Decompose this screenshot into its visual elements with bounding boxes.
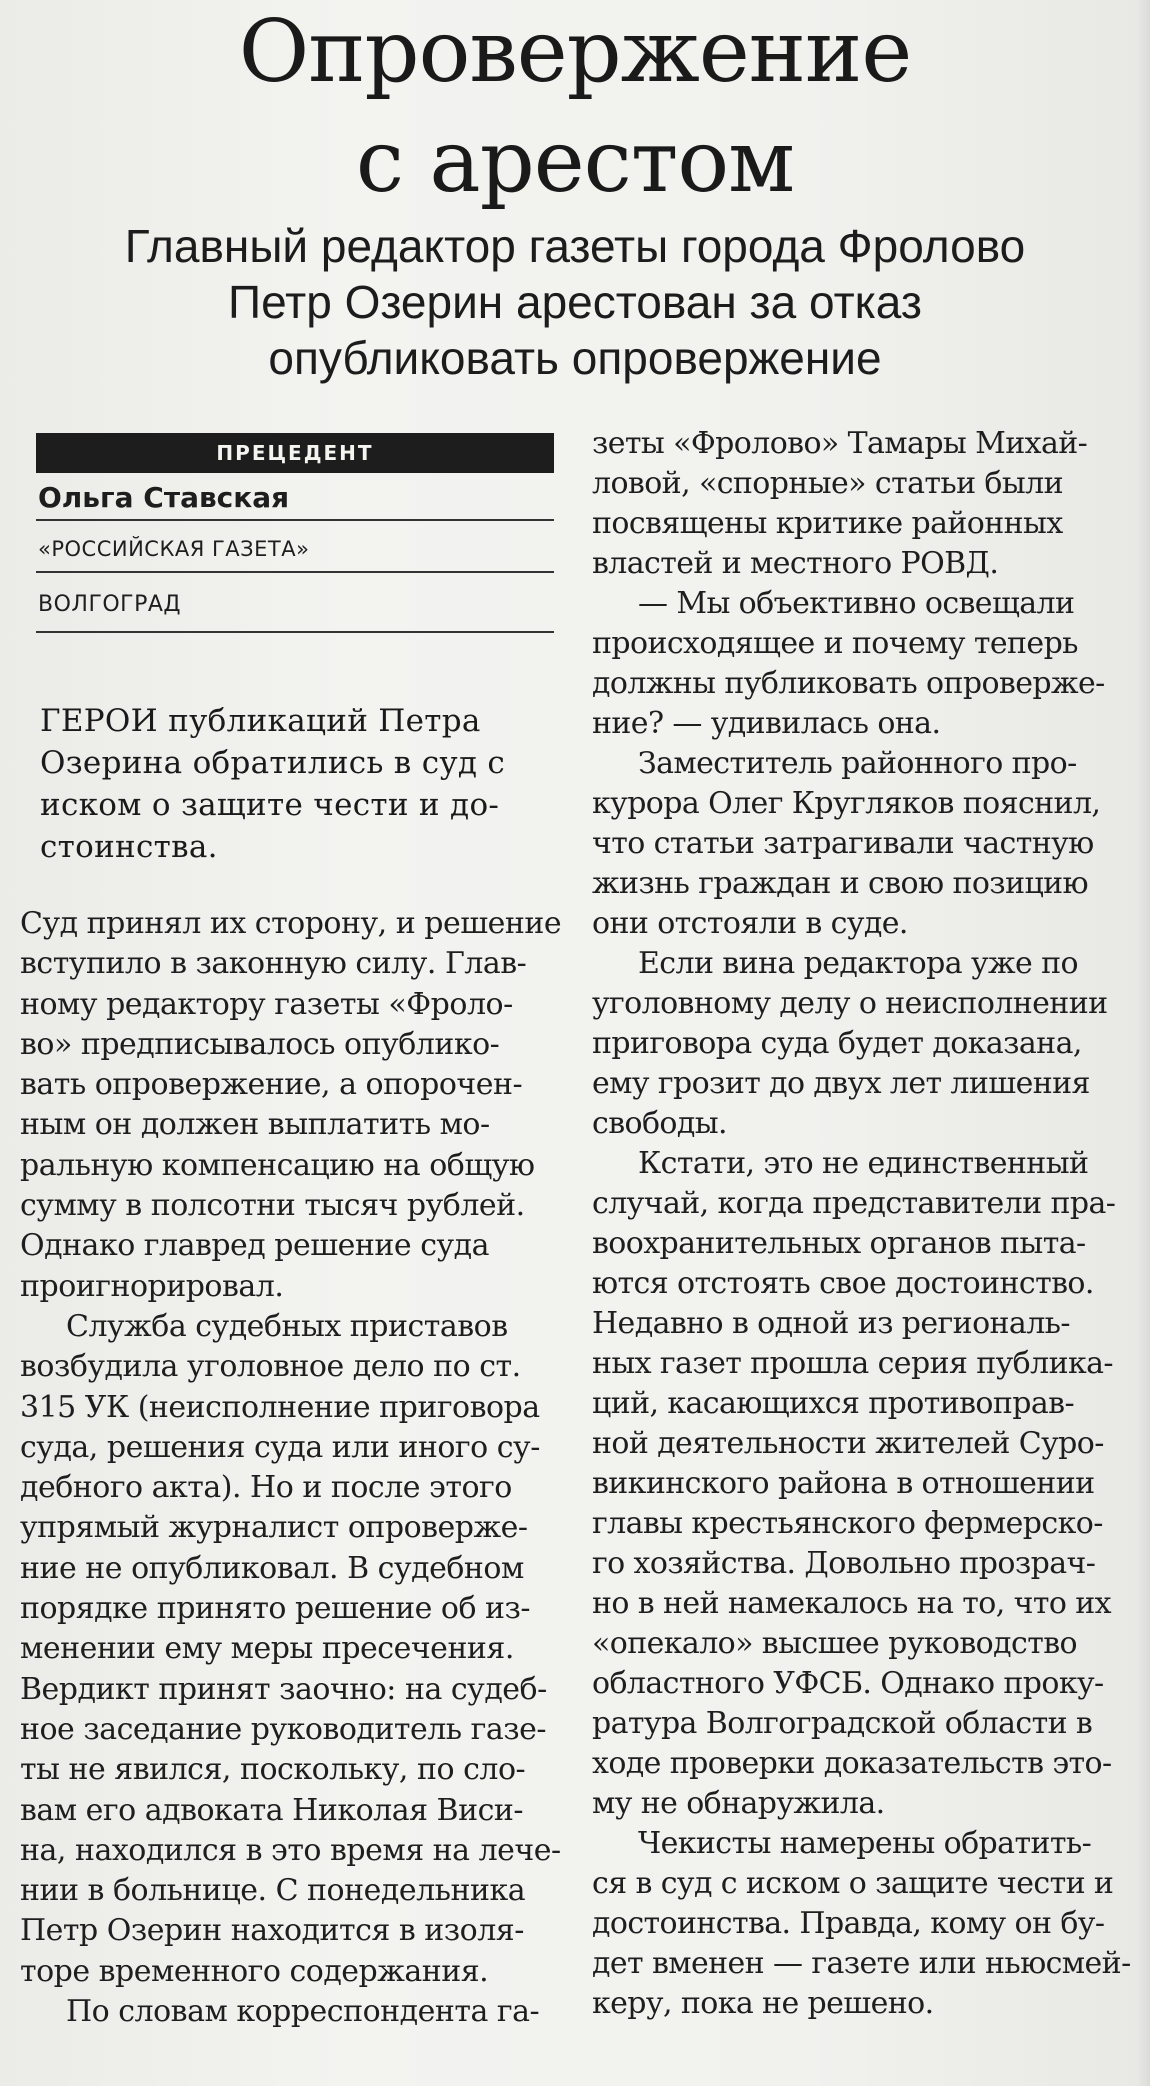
body-line: уголовному делу о неисполнении <box>592 986 1108 1021</box>
subheadline-line: Петр Озерин арестован за отказ <box>228 276 922 328</box>
article-lead <box>40 700 550 868</box>
body-line: дет вменен — газете или ньюсмей- <box>592 1946 1131 1981</box>
body-line: вать опровержение, а опорочен- <box>20 1067 523 1103</box>
article-headline <box>0 0 1150 212</box>
body-line: суда, решения суда или иного су- <box>20 1429 540 1465</box>
article-subheadline <box>40 218 1110 386</box>
body-line: ций, касающихся противоправ- <box>592 1386 1074 1421</box>
body-line: ние? — удивилась она. <box>592 706 941 741</box>
body-line: проигнорировал. <box>20 1268 284 1304</box>
lead-line: ГЕРОИ публикаций Петра <box>40 703 481 739</box>
body-line: достоинства. Правда, кому он бу- <box>592 1906 1105 1941</box>
body-line: жизнь граждан и свою позицию <box>592 866 1089 901</box>
body-line: Однако главред решение суда <box>20 1228 490 1264</box>
body-line: главы крестьянского фермерско- <box>592 1506 1103 1541</box>
body-line: они отстояли в суде. <box>592 906 908 941</box>
body-line: ние не опубликовал. В судебном <box>20 1550 524 1586</box>
body-line: что статьи затрагивали частную <box>592 826 1094 861</box>
body-line: ловой, «спорные» статьи были <box>592 466 1064 501</box>
body-line: приговора суда будет доказана, <box>592 1026 1082 1061</box>
body-line: ных газет прошла серия публика- <box>592 1346 1113 1381</box>
article-body-right-column <box>592 424 1131 2024</box>
body-line: Заместитель районного про- <box>638 746 1077 781</box>
body-line: му не обнаружила. <box>592 1786 885 1821</box>
body-line: во» предписывалось опублико- <box>20 1026 500 1062</box>
body-line: случай, когда представители пра- <box>592 1186 1116 1221</box>
body-line: сумму в полсотни тысяч рублей. <box>20 1188 525 1224</box>
body-line: Петр Озерин находится в изоля- <box>20 1913 524 1949</box>
body-line: дебного акта). Но и после этого <box>20 1470 512 1506</box>
body-line: посвящены критике районных <box>592 506 1063 541</box>
body-line: на, находился в это время на лече- <box>20 1832 561 1868</box>
body-line: властей и местного РОВД. <box>592 546 999 581</box>
body-line: Вердикт принят заочно: на судеб- <box>20 1671 547 1707</box>
body-line: Если вина редактора уже по <box>638 946 1078 981</box>
page-edge-shadow <box>1136 0 1150 2086</box>
body-line: должны публиковать опроверже- <box>592 666 1105 701</box>
body-line: ное заседание руководитель газе- <box>20 1711 547 1747</box>
body-line: 315 УК (неисполнение приговора <box>20 1389 540 1425</box>
article-body-left-column <box>20 904 562 2032</box>
body-line: ты не явился, поскольку, по сло- <box>20 1752 526 1788</box>
body-line: По словам корреспондента га- <box>66 1994 540 2030</box>
body-line: Служба судебных приставов <box>66 1308 508 1344</box>
body-line: ратура Волгоградской области в <box>592 1706 1093 1741</box>
source-name: «РОССИЙСКАЯ ГАЗЕТА» <box>36 521 554 573</box>
body-line: порядке принято решение об из- <box>20 1591 531 1627</box>
body-line: го хозяйства. Довольно прозрач- <box>592 1546 1096 1581</box>
body-line: ным он должен выплатить мо- <box>20 1107 490 1143</box>
body-line: возбудила уголовное дело по ст. <box>20 1349 521 1385</box>
body-line: Суд принял их сторону, и решение <box>20 906 562 941</box>
body-line: зеты «Фролово» Тамары Михай- <box>592 426 1088 461</box>
body-line: Чекисты намерены обратить- <box>638 1826 1092 1861</box>
body-line: — Мы объективно освещали <box>638 586 1075 621</box>
subheadline-line: Главный редактор газеты города Фролово <box>124 220 1026 272</box>
body-line: но в ней намекалось на то, что их <box>592 1586 1111 1621</box>
body-line: свободы. <box>592 1106 727 1141</box>
body-line: ному редактору газеты «Фроло- <box>20 986 513 1022</box>
dateline-city: ВОЛГОГРАД <box>36 573 554 633</box>
body-line: ются отстоять свое достоинство. <box>592 1266 1094 1301</box>
headline-line: с арестом <box>355 112 795 212</box>
body-line: нии в больнице. С понедельника <box>20 1873 526 1909</box>
body-line: ходе проверки доказательств это- <box>592 1746 1112 1781</box>
byline-block <box>36 433 554 633</box>
lead-line: иском о защите чести и до- <box>40 787 500 823</box>
body-line: воохранительных органов пыта- <box>592 1226 1086 1261</box>
body-line: Недавно в одной из региональ- <box>592 1306 1070 1341</box>
body-line: вступило в законную силу. Глав- <box>20 946 527 982</box>
lead-line: стоинства. <box>40 829 218 865</box>
body-line: ему грозит до двух лет лишения <box>592 1066 1090 1101</box>
body-line: ся в суд с иском о защите чести и <box>592 1866 1114 1901</box>
body-line: упрямый журналист опроверже- <box>20 1510 528 1546</box>
rubric-label: ПРЕЦЕДЕНТ <box>36 433 554 473</box>
body-line: курора Олег Кругляков пояснил, <box>592 786 1101 821</box>
headline-line: Опровержение <box>238 2 912 102</box>
body-line: вам его адвоката Николая Виси- <box>20 1792 524 1828</box>
lead-line: Озерина обратились в суд с <box>40 745 506 781</box>
body-line: менении ему меры пресечения. <box>20 1631 514 1667</box>
body-line: керу, пока не решено. <box>592 1986 934 2021</box>
subheadline-line: опубликовать опровержение <box>268 332 882 384</box>
body-line: областного УФСБ. Однако проку- <box>592 1666 1104 1701</box>
body-line: ральную компенсацию на общую <box>20 1147 535 1183</box>
body-line: «опекало» высшее руководство <box>592 1626 1077 1661</box>
body-line: торе временного содержания. <box>20 1953 489 1989</box>
body-line: ной деятельности жителей Суро- <box>592 1426 1104 1461</box>
body-line: Кстати, это не единственный <box>638 1146 1089 1181</box>
author-name: Ольга Ставская <box>36 473 554 521</box>
body-line: происходящее и почему теперь <box>592 626 1078 661</box>
body-line: викинского района в отношении <box>592 1466 1095 1501</box>
